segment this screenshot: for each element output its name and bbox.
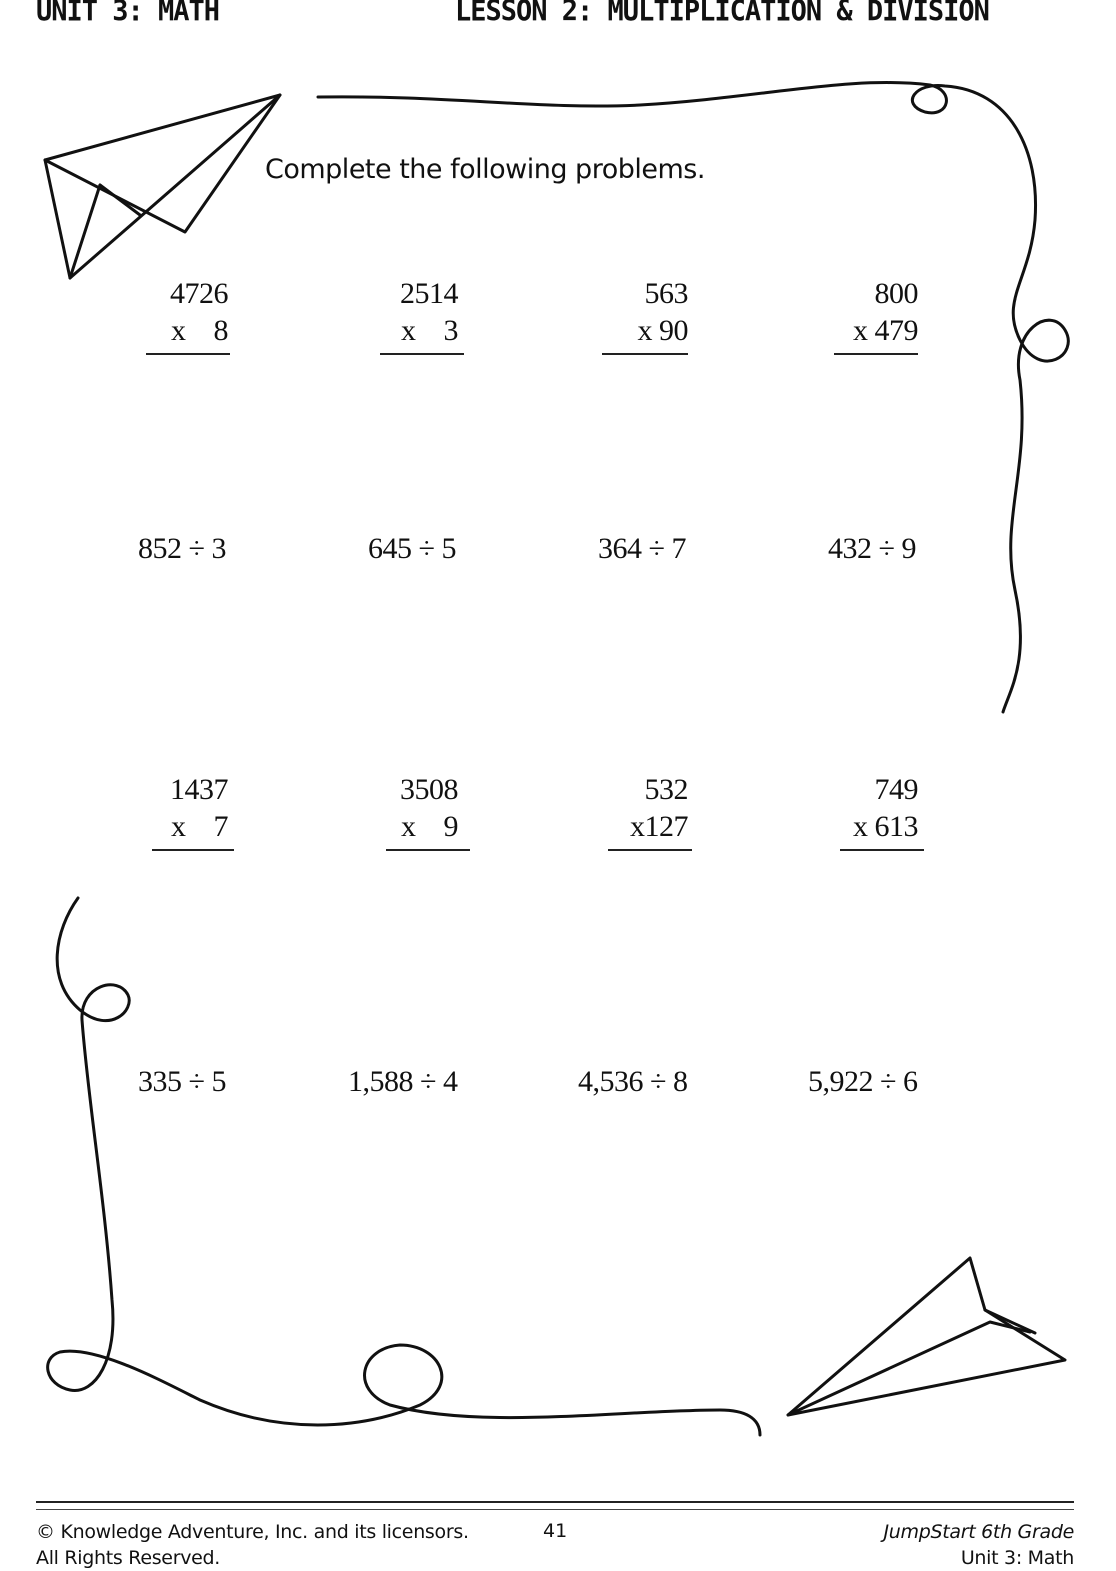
multiplication-problem bbox=[140, 771, 228, 845]
multiplication-problem bbox=[830, 771, 918, 845]
page-number: 41 bbox=[543, 1520, 568, 1542]
book-title: JumpStart 6th Grade bbox=[883, 1521, 1074, 1543]
footer-divider-thin bbox=[36, 1509, 1074, 1510]
answer-line bbox=[840, 849, 924, 851]
answer-line bbox=[834, 353, 918, 355]
division-problem: 364 ÷ 7 bbox=[598, 532, 686, 565]
multiplicand: 532 bbox=[644, 773, 688, 806]
book-info bbox=[883, 1519, 1074, 1571]
multiplication-problem bbox=[140, 275, 228, 349]
multiplier: x 3 bbox=[401, 314, 458, 347]
multiplier: x127 bbox=[630, 810, 688, 843]
multiplier: x 90 bbox=[637, 314, 688, 347]
unit-title: UNIT 3: MATH bbox=[36, 0, 220, 28]
division-problem: 335 ÷ 5 bbox=[138, 1065, 226, 1098]
instructions-text: Complete the following problems. bbox=[265, 154, 705, 185]
multiplicand: 2514 bbox=[400, 277, 458, 310]
multiplication-problem bbox=[600, 275, 688, 349]
multiplicand: 800 bbox=[874, 277, 918, 310]
division-problem: 4,536 ÷ 8 bbox=[578, 1065, 688, 1098]
unit-label: Unit 3: Math bbox=[960, 1547, 1074, 1569]
multiplicand: 1437 bbox=[170, 773, 228, 806]
answer-line bbox=[602, 353, 688, 355]
answer-line bbox=[146, 353, 230, 355]
multiplier: x 8 bbox=[171, 314, 228, 347]
multiplicand: 563 bbox=[644, 277, 688, 310]
multiplication-problem bbox=[830, 275, 918, 349]
paper-airplane-icon bbox=[45, 95, 280, 278]
multiplier: x 9 bbox=[401, 810, 458, 843]
multiplicand: 4726 bbox=[170, 277, 228, 310]
answer-line bbox=[608, 849, 692, 851]
answer-line bbox=[386, 849, 470, 851]
copyright-notice bbox=[36, 1519, 469, 1571]
division-problem: 645 ÷ 5 bbox=[368, 532, 456, 565]
copyright-line-1: © Knowledge Adventure, Inc. and its licensors. bbox=[36, 1521, 469, 1543]
multiplicand: 749 bbox=[874, 773, 918, 806]
footer-divider bbox=[36, 1501, 1074, 1503]
multiplicand: 3508 bbox=[400, 773, 458, 806]
division-problem: 432 ÷ 9 bbox=[828, 532, 916, 565]
division-problem: 852 ÷ 3 bbox=[138, 532, 226, 565]
division-problem: 5,922 ÷ 6 bbox=[808, 1065, 918, 1098]
answer-line bbox=[152, 849, 234, 851]
multiplication-problem bbox=[370, 771, 458, 845]
multiplication-problem bbox=[600, 771, 688, 845]
paper-airplane-icon bbox=[788, 1258, 1065, 1415]
multiplication-problem bbox=[370, 275, 458, 349]
multiplier: x 7 bbox=[171, 810, 228, 843]
division-problem: 1,588 ÷ 4 bbox=[348, 1065, 458, 1098]
lesson-title: LESSON 2: MULTIPLICATION & DIVISION bbox=[455, 0, 989, 28]
multiplier: x 613 bbox=[853, 810, 918, 843]
loop-flight-path-bottom bbox=[48, 898, 760, 1435]
answer-line bbox=[380, 353, 464, 355]
multiplier: x 479 bbox=[853, 314, 918, 347]
copyright-line-2: All Rights Reserved. bbox=[36, 1547, 221, 1569]
